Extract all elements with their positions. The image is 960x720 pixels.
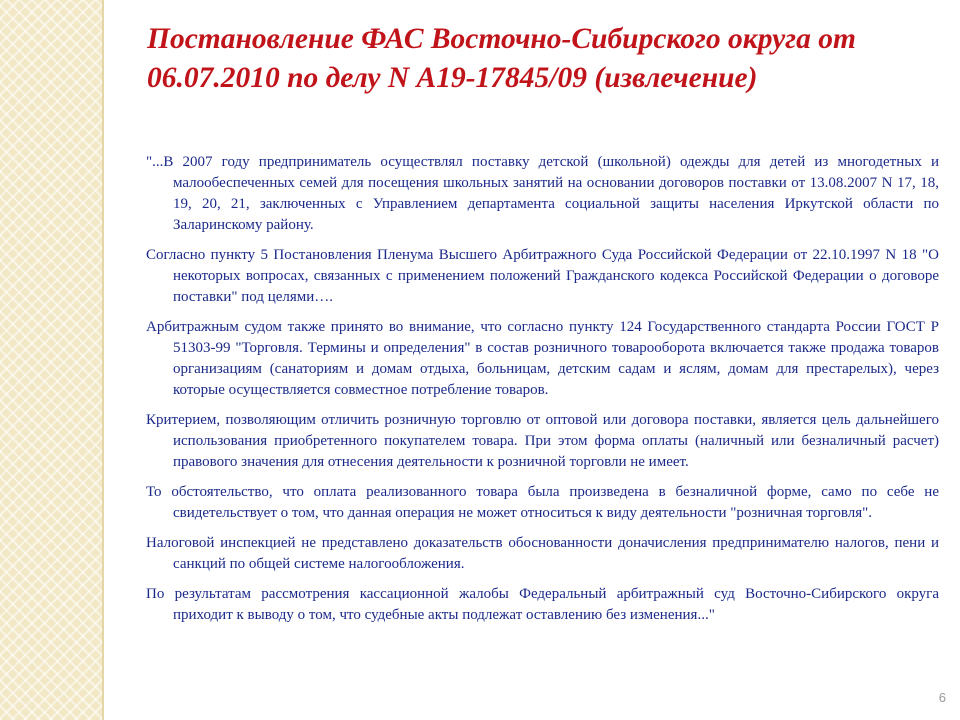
page-number: 6 <box>938 690 946 705</box>
decorative-side-band <box>0 0 102 720</box>
slide-body <box>146 152 939 635</box>
slide-title: Постановление ФАС Восточно-Сибирского округа от 06.07.2010 по делу N А19-17845/09 (извлечение) <box>147 23 856 94</box>
paragraph-3: Арбитражным судом также принято во внимание, что согласно пункту 124 Государственного стандарта России ГОСТ Р 51303-99 "Торговля. Термины и определения" в состав розничного товарооборота включается также продажа товаров организациям (санаториям и домам отдыха, больницам, детским садам и яслям, домам для престарелых), через которые осуществляется совместное потребление товаров. <box>146 319 939 398</box>
paragraph-5: То обстоятельство, что оплата реализованного товара была произведена в безналичной форме, само по себе не свидетельствует о том, что данная операция не может относиться к виду деятельности "розничная торговля". <box>146 484 939 521</box>
paragraph-6: Налоговой инспекцией не представлено доказательств обоснованности доначисления предпринимателю налогов, пени и санкций по общей системе налогообложения. <box>146 535 939 572</box>
paragraph-1: "...В 2007 году предприниматель осуществлял поставку детской (школьной) одежды для детей из многодетных и малообеспеченных семей для посещения школьных занятий на основании договоров поставки от 13.08.2007 N 17, 18, 19, 20, 21, заключенных с Управлением департамента социальной защиты населения Иркутской области по Заларинскому району. <box>146 154 939 233</box>
side-band-divider <box>102 0 104 720</box>
paragraph-7: По результатам рассмотрения кассационной жалобы Федеральный арбитражный суд Восточно-Сибирского округа приходит к выводу о том, что судебные акты подлежат оставлению без изменения..." <box>146 586 939 623</box>
paragraph-2: Согласно пункту 5 Постановления Пленума Высшего Арбитражного Суда Российской Федерации от 22.10.1997 N 18 "О некоторых вопросах, связанных с применением положений Гражданского кодекса Российской Федерации о договоре поставки" под целями…. <box>146 247 939 305</box>
paragraph-4: Критерием, позволяющим отличить розничную торговлю от оптовой или договора поставки, является цель дальнейшего использования приобретенного покупателем товара. При этом форма оплаты (наличный или безналичный расчет) правового значения для отнесения деятельности к розничной торговли не имеет. <box>146 412 939 470</box>
